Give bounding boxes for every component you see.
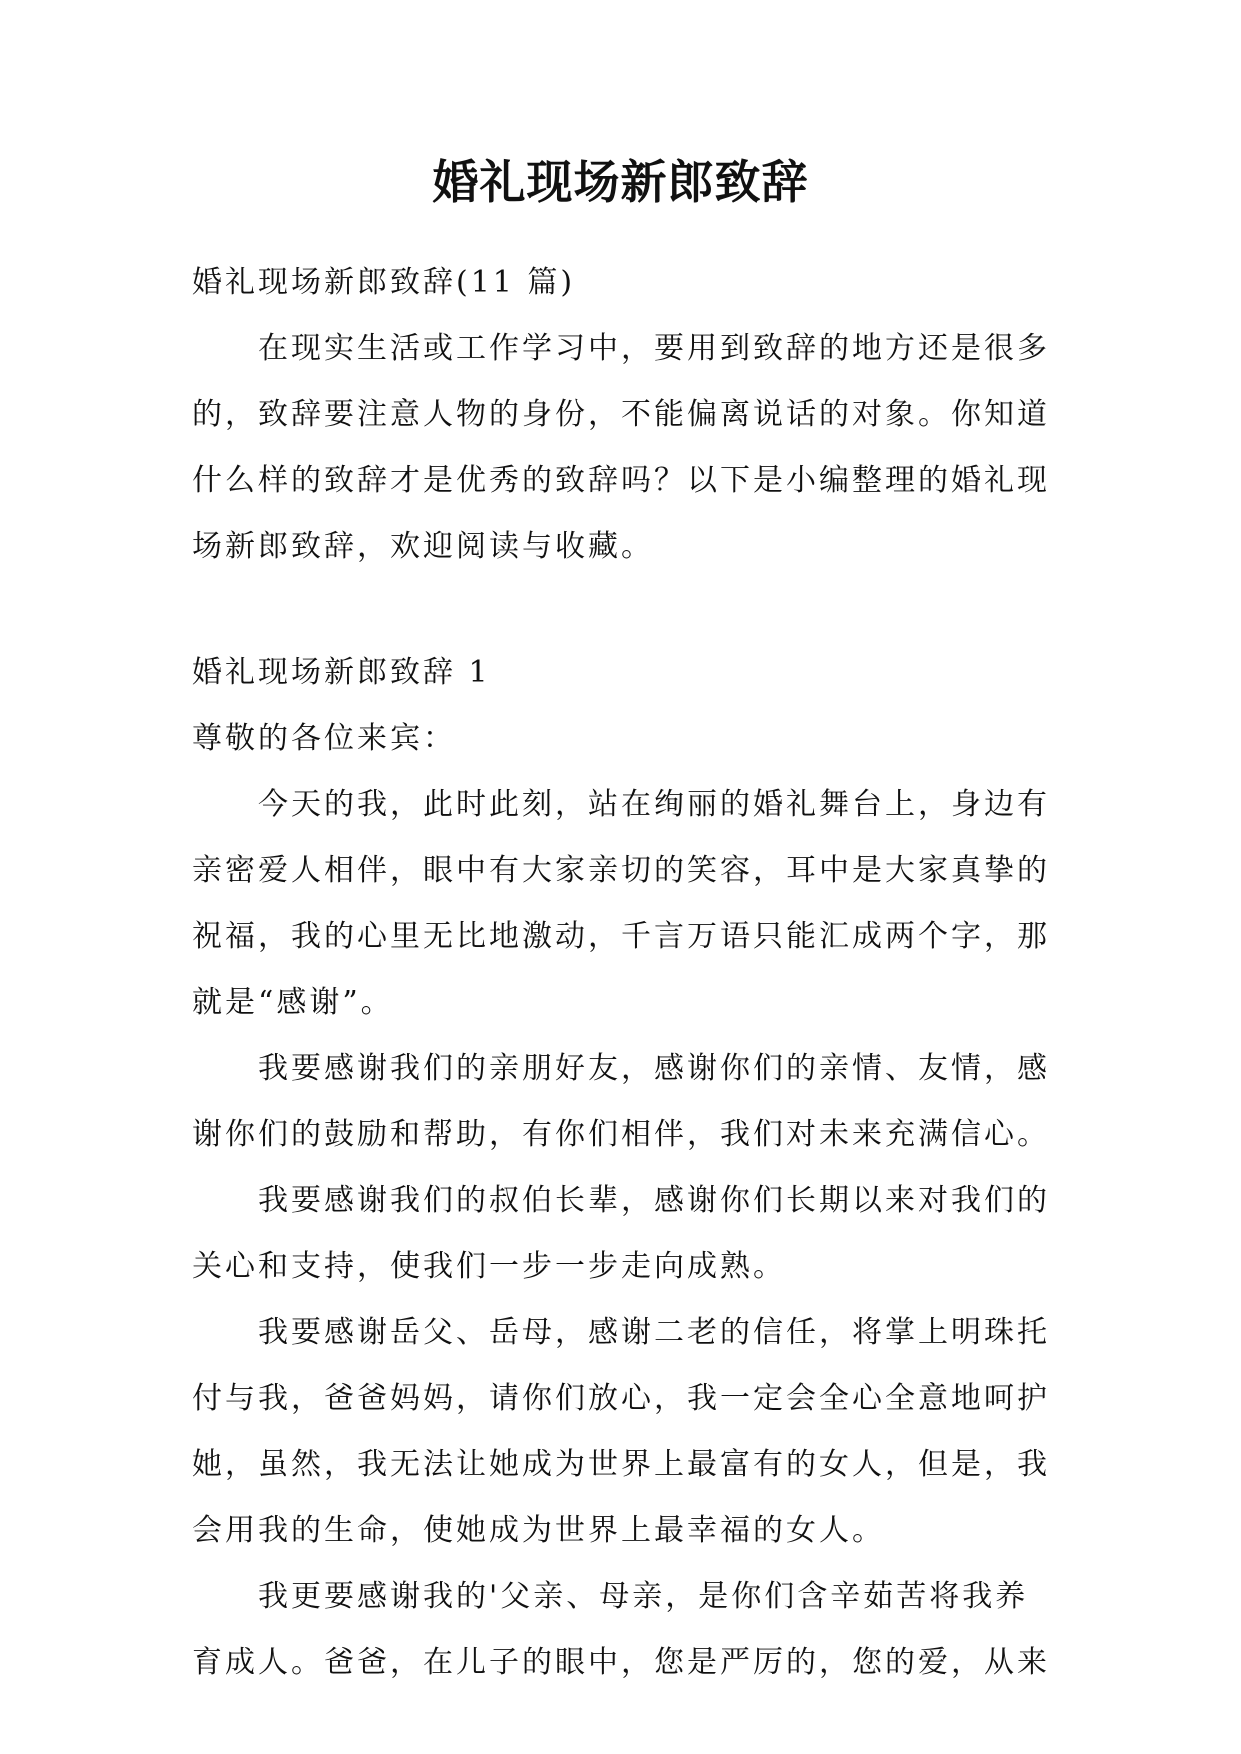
paragraph-3: 我要感谢我们的叔伯长辈，感谢你们长期以来对我们的关心和支持，使我们一步一步走向成熟。 <box>192 1183 1050 1284</box>
document-subtitle: 婚礼现场新郎致辞(11 篇) <box>192 265 576 300</box>
intro-block <box>192 250 1052 580</box>
paragraph-4: 我要感谢岳父、岳母，感谢二老的信任，将掌上明珠托付与我，爸爸妈妈，请你们放心，我一定会全心全意地呵护她，虽然，我无法让她成为世界上最富有的女人，但是，我会用我的生命，使她成为世界上最幸福的女人。 <box>192 1315 1050 1548</box>
paragraph-2: 我要感谢我们的亲朋好友，感谢你们的亲情、友情，感谢你们的鼓励和帮助，有你们相伴，我们对未来充满信心。 <box>192 1051 1050 1152</box>
section-1 <box>192 640 1052 1696</box>
intro-paragraph: 在现实生活或工作学习中，要用到致辞的地方还是很多的，致辞要注意人物的身份，不能偏离说话的对象。你知道什么样的致辞才是优秀的致辞吗？以下是小编整理的婚礼现场新郎致辞，欢迎阅读与收藏。 <box>192 331 1050 564</box>
paragraph-1: 今天的我，此时此刻，站在绚丽的婚礼舞台上，身边有亲密爱人相伴，眼中有大家亲切的笑容，耳中是大家真挚的祝福，我的心里无比地激动，千言万语只能汇成两个字，那就是“感谢”。 <box>192 787 1050 1020</box>
paragraph-5: 我更要感谢我的'父亲、母亲，是你们含辛茹苦将我养育成人。爸爸，在儿子的眼中，您是严厉的，您的爱，从来 <box>192 1579 1050 1680</box>
document-title: 婚礼现场新郎致辞 <box>432 155 809 209</box>
section-heading: 婚礼现场新郎致辞 1 <box>192 655 491 690</box>
salutation: 尊敬的各位来宾： <box>192 721 456 756</box>
